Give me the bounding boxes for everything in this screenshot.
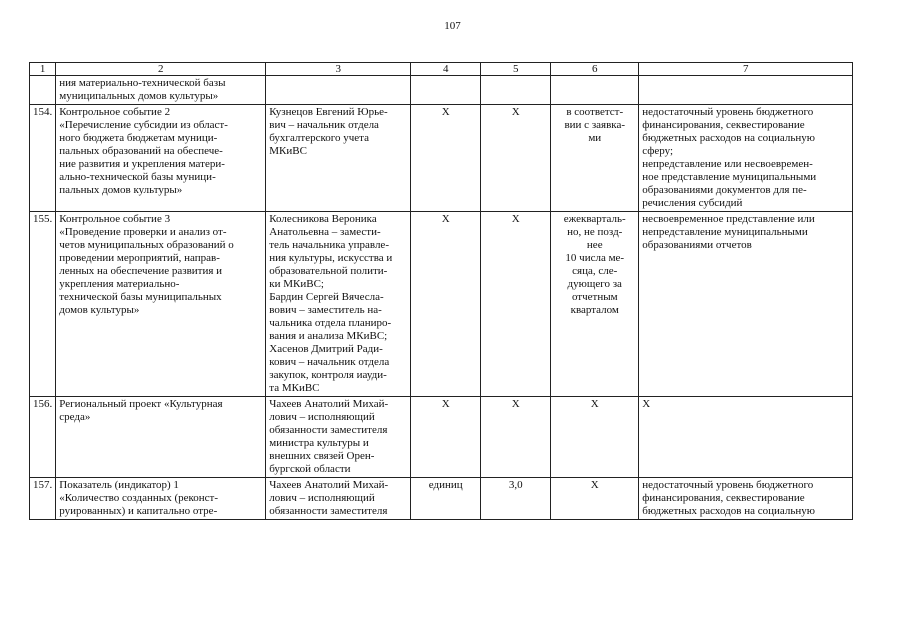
header-col-1: 1: [30, 63, 56, 76]
responsible-line: обязанности заместителя: [269, 505, 388, 517]
event-name-line: Показатель (индикатор) 1: [59, 479, 179, 491]
header-col-7: 7: [639, 63, 853, 76]
row-number-cell: 154.: [30, 105, 56, 212]
deadline-cell: [551, 105, 639, 212]
document-table: [29, 62, 853, 520]
value-cell: 3,0: [481, 478, 551, 520]
responsible-cell: [266, 397, 411, 478]
responsible-line: Чахеев Анатолий Михай-: [269, 479, 389, 491]
responsible-line: бургской области: [269, 463, 351, 475]
event-name-line: Региональный проект «Культурная: [59, 398, 223, 410]
event-name-line: ного бюджета бюджетам муници-: [59, 132, 218, 144]
event-name-line: ния материально-технической базы: [59, 77, 226, 89]
header-col-5: 5: [481, 63, 551, 76]
responsible-line: МКиВС: [269, 145, 307, 157]
event-name-line: четов муниципальных образований о: [59, 239, 234, 251]
risk-cell: [639, 397, 853, 478]
row-number-cell: 157.: [30, 478, 56, 520]
unit-cell: единиц: [411, 478, 481, 520]
event-name-line: ленных на обеспечение развития и: [59, 265, 223, 277]
event-name-cell: [56, 105, 266, 212]
risk-line: бюджетных расходов на социальную: [642, 132, 815, 144]
deadline-line: Х: [590, 479, 599, 491]
deadline-cell: [551, 76, 639, 105]
event-name-line: руированных) и капитально отре-: [59, 505, 218, 517]
event-name-line: ально-технической базы муници-: [59, 171, 216, 183]
responsible-line: бухгалтерского учета: [269, 132, 369, 144]
event-name-line: «Проведение проверки и анализ от-: [59, 226, 227, 238]
value-cell: Х: [481, 397, 551, 478]
event-name-line: «Количество созданных (реконст-: [59, 492, 219, 504]
row-number-cell: [30, 76, 56, 105]
risk-cell: [639, 105, 853, 212]
event-name-line: муниципальных домов культуры»: [59, 90, 219, 102]
risk-line: Х: [642, 398, 651, 410]
responsible-line: внешних связей Орен-: [269, 450, 375, 462]
event-name-cell: [56, 397, 266, 478]
risk-line: недостаточный уровень бюджетного: [642, 479, 814, 491]
risk-line: образованиями документов для пе-: [642, 184, 807, 196]
deadline-line: дующего за: [567, 278, 622, 290]
event-name-cell: [56, 478, 266, 520]
event-name-line: технической базы муниципальных: [59, 291, 222, 303]
deadline-line: кварталом: [570, 304, 619, 316]
header-col-2: 2: [56, 63, 266, 76]
event-name-line: пальных образований на обеспече-: [59, 145, 223, 157]
deadline-cell: [551, 397, 639, 478]
responsible-line: Кузнецов Евгений Юрье-: [269, 106, 388, 118]
deadline-cell: [551, 212, 639, 397]
unit-cell: [411, 76, 481, 105]
responsible-line: лович – исполняющий: [269, 492, 375, 504]
event-name-line: проведении мероприятий, направ-: [59, 252, 220, 264]
event-name-line: «Перечисление субсидии из област-: [59, 119, 228, 131]
unit-cell: Х: [411, 397, 481, 478]
event-name-cell: [56, 76, 266, 105]
responsible-line: тель начальника управле-: [269, 239, 389, 251]
responsible-line: Хасенов Дмитрий Ради-: [269, 343, 383, 355]
responsible-line: закупок, контроля иауди-: [269, 369, 387, 381]
value-cell: [481, 76, 551, 105]
risk-cell: [639, 478, 853, 520]
deadline-line: в соответст-: [566, 106, 624, 118]
value-cell: Х: [481, 105, 551, 212]
risk-line: финансирования, секвестирование: [642, 119, 805, 131]
risk-line: непредставление или несвоевремен-: [642, 158, 813, 170]
table-row: [30, 478, 853, 520]
deadline-line: 10 числа ме-: [565, 252, 625, 264]
risk-line: непредставление муниципальными: [642, 226, 808, 238]
risk-cell: [639, 212, 853, 397]
risk-line: финансирования, секвестирование: [642, 492, 805, 504]
responsible-line: вич – начальник отдела: [269, 119, 379, 131]
event-name-line: Контрольное событие 3: [59, 213, 171, 225]
responsible-line: вания и анализа МКиВС;: [269, 330, 388, 342]
responsible-line: вович – заместитель на-: [269, 304, 382, 316]
event-name-line: укрепления материально-: [59, 278, 180, 290]
responsible-cell: [266, 105, 411, 212]
responsible-line: министра культуры и: [269, 437, 369, 449]
row-number-cell: 155.: [30, 212, 56, 397]
risk-line: несвоевременное представление или: [642, 213, 815, 225]
header-col-4: 4: [411, 63, 481, 76]
page-number: 107: [444, 20, 461, 32]
responsible-line: обязанности заместителя: [269, 424, 388, 436]
risk-line: недостаточный уровень бюджетного: [642, 106, 814, 118]
table-row: [30, 105, 853, 212]
responsible-line: ния культуры, искусства и: [269, 252, 393, 264]
risk-line: образованиями отчетов: [642, 239, 752, 251]
risk-line: речисления субсидий: [642, 197, 743, 209]
table-row: [30, 212, 853, 397]
deadline-line: отчетным: [571, 291, 618, 303]
deadline-line: сяца, сле-: [572, 265, 618, 277]
unit-cell: Х: [411, 105, 481, 212]
risk-line: сферу;: [642, 145, 674, 157]
value-cell: Х: [481, 212, 551, 397]
deadline-line: ми: [588, 132, 602, 144]
event-name-line: пальных домов культуры»: [59, 184, 183, 196]
event-name-line: Контрольное событие 2: [59, 106, 171, 118]
responsible-cell: [266, 478, 411, 520]
responsible-line: кович – начальник отдела: [269, 356, 390, 368]
event-name-line: домов культуры»: [59, 304, 140, 316]
table-header-row: [30, 63, 853, 76]
responsible-cell: [266, 76, 411, 105]
responsible-line: образовательной полити-: [269, 265, 388, 277]
deadline-line: ежекварталь-: [563, 213, 626, 225]
deadline-line: нее: [586, 239, 603, 251]
responsible-line: ки МКиВС;: [269, 278, 324, 290]
row-number-cell: 156.: [30, 397, 56, 478]
deadline-line: Х: [590, 398, 599, 410]
header-col-6: 6: [551, 63, 639, 76]
responsible-cell: [266, 212, 411, 397]
risk-cell: [639, 76, 853, 105]
table-row: [30, 397, 853, 478]
deadline-line: но, не позд-: [567, 226, 623, 238]
responsible-line: Бардин Сергей Вячесла-: [269, 291, 384, 303]
responsible-line: Чахеев Анатолий Михай-: [269, 398, 389, 410]
responsible-line: та МКиВС: [269, 382, 320, 394]
event-name-cell: [56, 212, 266, 397]
responsible-line: Анатольевна – замести-: [269, 226, 381, 238]
deadline-line: вии с заявка-: [564, 119, 626, 131]
event-name-line: среда»: [59, 411, 91, 423]
deadline-cell: [551, 478, 639, 520]
risk-line: ное представление муниципальными: [642, 171, 817, 183]
event-name-line: ние развития и укрепления матери-: [59, 158, 225, 170]
unit-cell: Х: [411, 212, 481, 397]
responsible-line: лович – исполняющий: [269, 411, 375, 423]
responsible-line: чальника отдела планиро-: [269, 317, 392, 329]
header-col-3: 3: [266, 63, 411, 76]
risk-line: бюджетных расходов на социальную: [642, 505, 815, 517]
table-row: [30, 76, 853, 105]
responsible-line: Колесникова Вероника: [269, 213, 377, 225]
